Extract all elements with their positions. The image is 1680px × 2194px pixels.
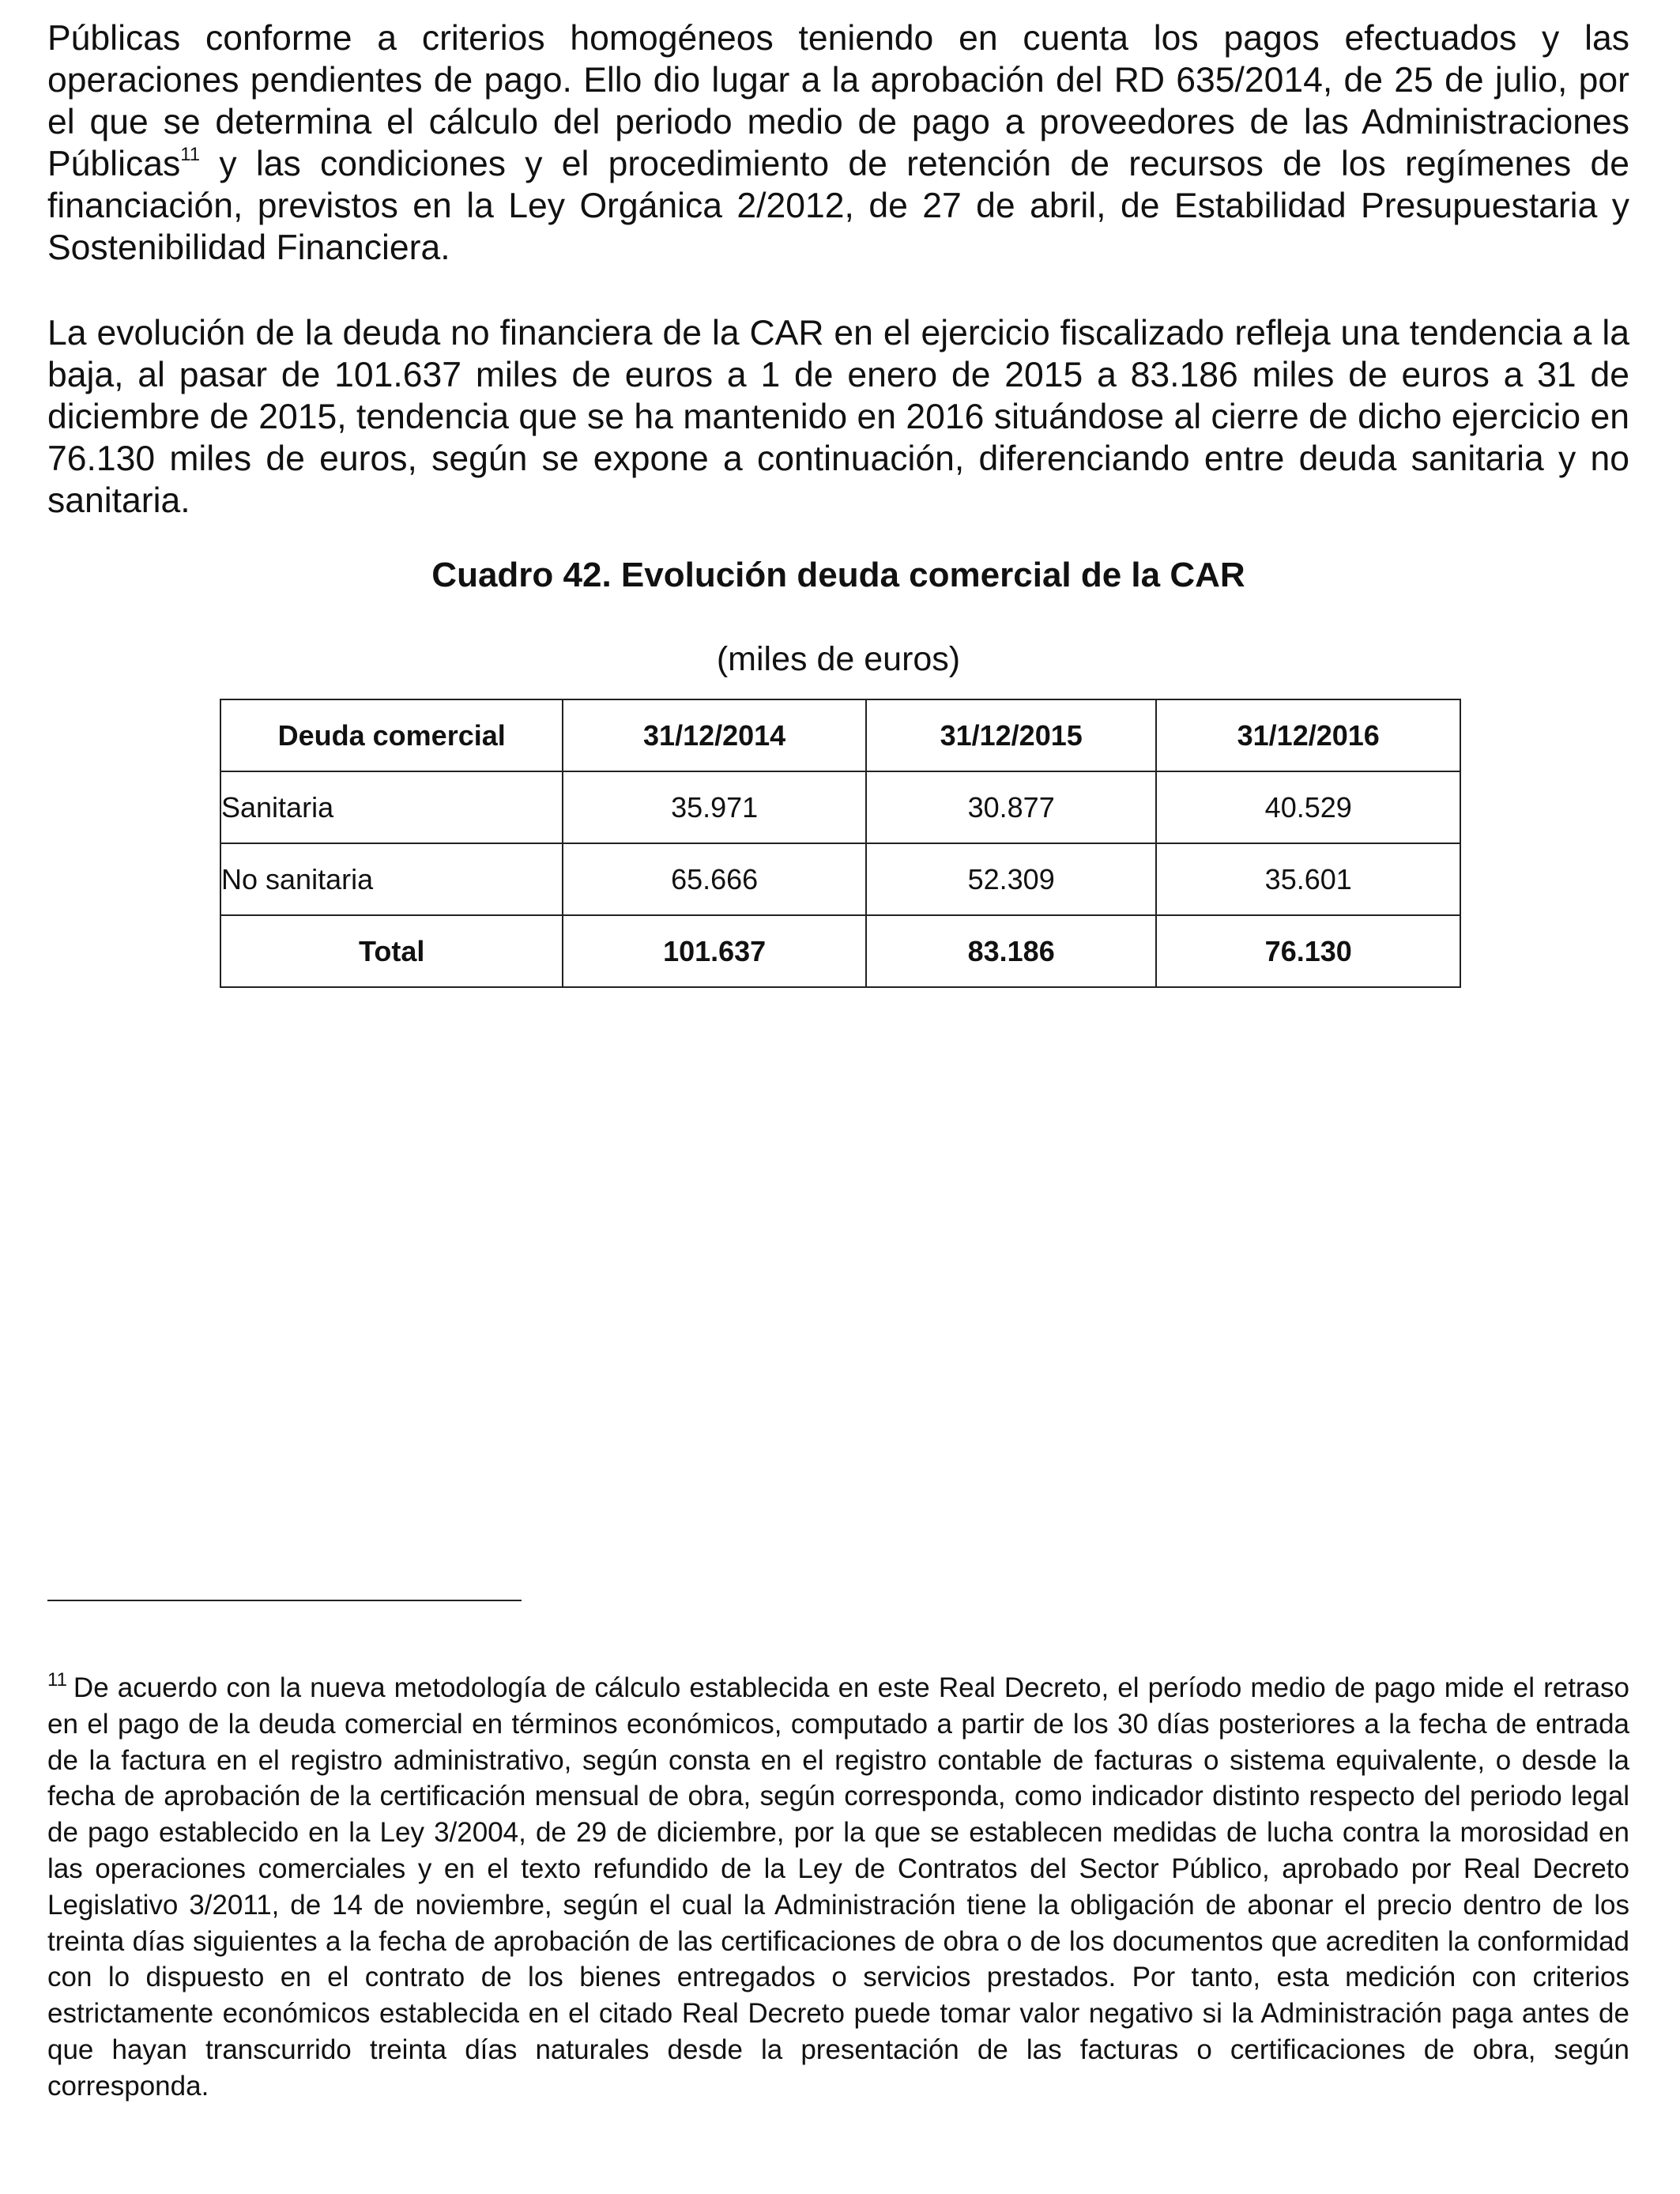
body-paragraph-2: La evolución de la deuda no financiera de la CAR en el ejercicio fiscalizado refleja una tendencia a la baja, al pasar de 101.637 miles de euros a 1 de enero de 2015 a 83.186 miles de euros a 31 de diciembre de 2015, tendencia que se ha mantenido en 2016 situándose al cierre de dicho ejercicio en 76.130 miles de euros, según se expone a continuación, diferenciando entre deuda sanitaria y no sanitaria. xyxy=(47,314,1629,520)
footnote-separator xyxy=(47,1600,522,1601)
cell-total-2016: 76.130 xyxy=(1156,915,1460,987)
body-paragraph-1 xyxy=(47,17,1629,269)
footnote-text: De acuerdo con la nueva metodología de cálculo establecida en este Real Decreto, el período medio de pago mide el retraso en el pago de la deuda comercial en términos económicos, computado a partir de los 30 días posteriores a la fecha de entrada de la factura en el registro administrativo, según consta en el registro contable de facturas o sistema equivalente, o desde la fecha de aprobación de la certificación mensual de obra, según corresponda, como indicador distinto respecto del periodo legal de pago establecido en la Ley 3/2004, de 29 de diciembre, por la que se establecen medidas de lucha contra la morosidad en las operaciones comerciales y en el texto refundido de la Ley de Contratos del Sector Público, aprobado por Real Decreto Legislativo 3/2011, de 14 de noviembre, según el cual la Administración tiene la obligación de abonar el precio dentro de los treinta días siguientes a la fecha de aprobación de las certificaciones de obra o de los documentos que acrediten la conformidad con lo dispuesto en el contrato de los bienes entregados o servicios prestados. Por tanto, esta medición con criterios estrictamente económicos establecida en el citado Real Decreto puede tomar valor negativo si la Administración paga antes de que hayan transcurrido treinta días naturales desde la presentación de las facturas o certificaciones de obra, según corresponda. xyxy=(47,1672,1629,2102)
paragraph-1-text-start: Públicas conforme a criterios homogéneos teniendo en cuenta los pagos efectuados y las operaciones pendientes de pago. Ello dio lugar a la aprobación del RD 635/2014, de 25 de julio, por el que se determina el cálculo del periodo medio de pago a proveedores de las Administraciones Públicas xyxy=(47,19,1629,183)
table-row xyxy=(220,771,1460,843)
table-header-row xyxy=(220,699,1460,771)
cell-sanitaria-2015: 30.877 xyxy=(866,771,1157,843)
cell-no-sanitaria-2014: 65.666 xyxy=(563,843,866,915)
header-2015: 31/12/2015 xyxy=(866,699,1157,771)
header-2014: 31/12/2014 xyxy=(563,699,866,771)
header-deuda-comercial: Deuda comercial xyxy=(220,699,563,771)
cell-no-sanitaria-2016: 35.601 xyxy=(1156,843,1460,915)
footnote-number: 11 xyxy=(47,1669,67,1691)
cell-total-2015: 83.186 xyxy=(866,915,1157,987)
cell-no-sanitaria-2015: 52.309 xyxy=(866,843,1157,915)
table-unit: (miles de euros) xyxy=(716,640,961,678)
debt-table xyxy=(220,699,1461,988)
cell-sanitaria-2016: 40.529 xyxy=(1156,771,1460,843)
row-label-sanitaria: Sanitaria xyxy=(220,771,563,843)
paragraph-1-text-end: y las condiciones y el procedimiento de retención de recursos de los regímenes de financiación, previstos en la Ley Orgánica 2/2012, de 27 de abril, de Estabilidad Presupuestaria y Sostenibilidad Financiera. xyxy=(47,145,1629,267)
cell-total-2014: 101.637 xyxy=(563,915,866,987)
cell-sanitaria-2014: 35.971 xyxy=(563,771,866,843)
document-page xyxy=(47,17,1629,2102)
footnote-reference: 11 xyxy=(180,144,201,165)
table-title: Cuadro 42. Evolución deuda comercial de la CAR xyxy=(431,556,1245,594)
header-2016: 31/12/2016 xyxy=(1156,699,1460,771)
row-label-total: Total xyxy=(220,915,563,987)
row-label-no-sanitaria: No sanitaria xyxy=(220,843,563,915)
footnote xyxy=(47,1670,1629,2105)
table-total-row xyxy=(220,915,1460,987)
table-row xyxy=(220,843,1460,915)
